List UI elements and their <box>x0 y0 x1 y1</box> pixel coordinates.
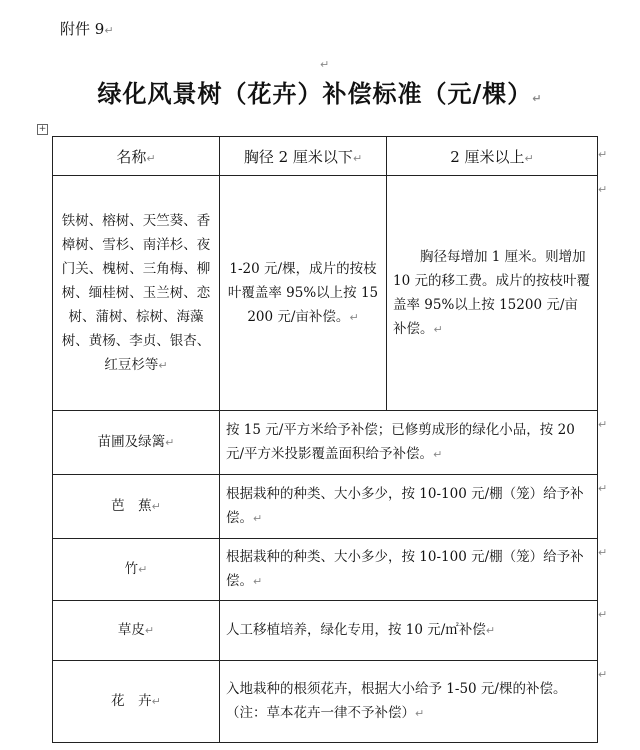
paragraph-mark-icon: ↵ <box>598 183 608 196</box>
table-row <box>53 539 598 601</box>
table-row <box>53 475 598 539</box>
row-standard: 人工移植培养，绿化专用，按 10 元/㎡补偿↵ <box>220 601 598 661</box>
paragraph-mark-icon: ↵ <box>598 608 608 621</box>
table-row <box>53 176 598 411</box>
compensation-table <box>52 136 598 743</box>
row-over-2cm: 胸径每增加 1 厘米。则增加 10 元的移工费。成片的按枝叶覆盖率 95%以上按 15200 元/亩补偿。↵ <box>387 176 598 411</box>
paragraph-mark-icon: ↵ <box>598 418 608 431</box>
paragraph-mark-icon: ↵ <box>598 148 608 161</box>
row-standard: 按 15 元/平方米给予补偿；已修剪成形的绿化小品，按 20 元/平方米投影覆盖面积给予补偿。↵ <box>220 411 598 475</box>
row-name: 芭 蕉↵ <box>53 475 220 539</box>
table-row <box>53 661 598 743</box>
paragraph-mark-icon: ↵ <box>320 58 330 71</box>
paragraph-mark-icon: ↵ <box>598 482 608 495</box>
table-move-handle-icon[interactable]: + <box>38 124 47 134</box>
table-row <box>53 411 598 475</box>
row-name: 铁树、榕树、天竺葵、香樟树、雪杉、南洋杉、夜门关、槐树、三角梅、柳树、缅桂树、玉兰树、恋树、蒲树、棕树、海藻树、黄杨、李贞、银杏、红豆杉等↵ <box>53 176 220 411</box>
paragraph-mark-icon: ↵ <box>532 92 543 105</box>
row-standard: 入地栽种的根须花卉，根据大小给予 1-50 元/棵的补偿。（注：草本花卉一律不予补偿）↵ <box>220 661 598 743</box>
row-standard: 根据栽种的种类、大小多少，按 10-100 元/棚（笼）给予补偿。↵ <box>220 539 598 601</box>
paragraph-mark-icon: ↵ <box>598 668 608 681</box>
paragraph-mark-icon: ↵ <box>104 24 114 37</box>
header-over-2cm: 2 厘米以上↵ <box>387 137 598 176</box>
header-name: 名称↵ <box>53 137 220 176</box>
row-under-2cm: 1-20 元/棵，成片的按枝叶覆盖率 95%以上按 15200 元/亩补偿。↵ <box>220 176 387 411</box>
row-name: 花 卉↵ <box>53 661 220 743</box>
row-name: 苗圃及绿篱↵ <box>53 411 220 475</box>
table-row <box>53 601 598 661</box>
row-name: 草皮↵ <box>53 601 220 661</box>
row-standard: 根据栽种的种类、大小多少，按 10-100 元/棚（笼）给予补偿。↵ <box>220 475 598 539</box>
document-title: 绿化风景树（花卉）补偿标准（元/棵）↵ <box>97 79 543 108</box>
table-header-row <box>53 137 598 176</box>
header-under-2cm: 胸径 2 厘米以下↵ <box>220 137 387 176</box>
row-name: 竹↵ <box>53 539 220 601</box>
attachment-label: 附件 9↵ <box>60 20 114 38</box>
paragraph-mark-icon: ↵ <box>598 546 608 559</box>
